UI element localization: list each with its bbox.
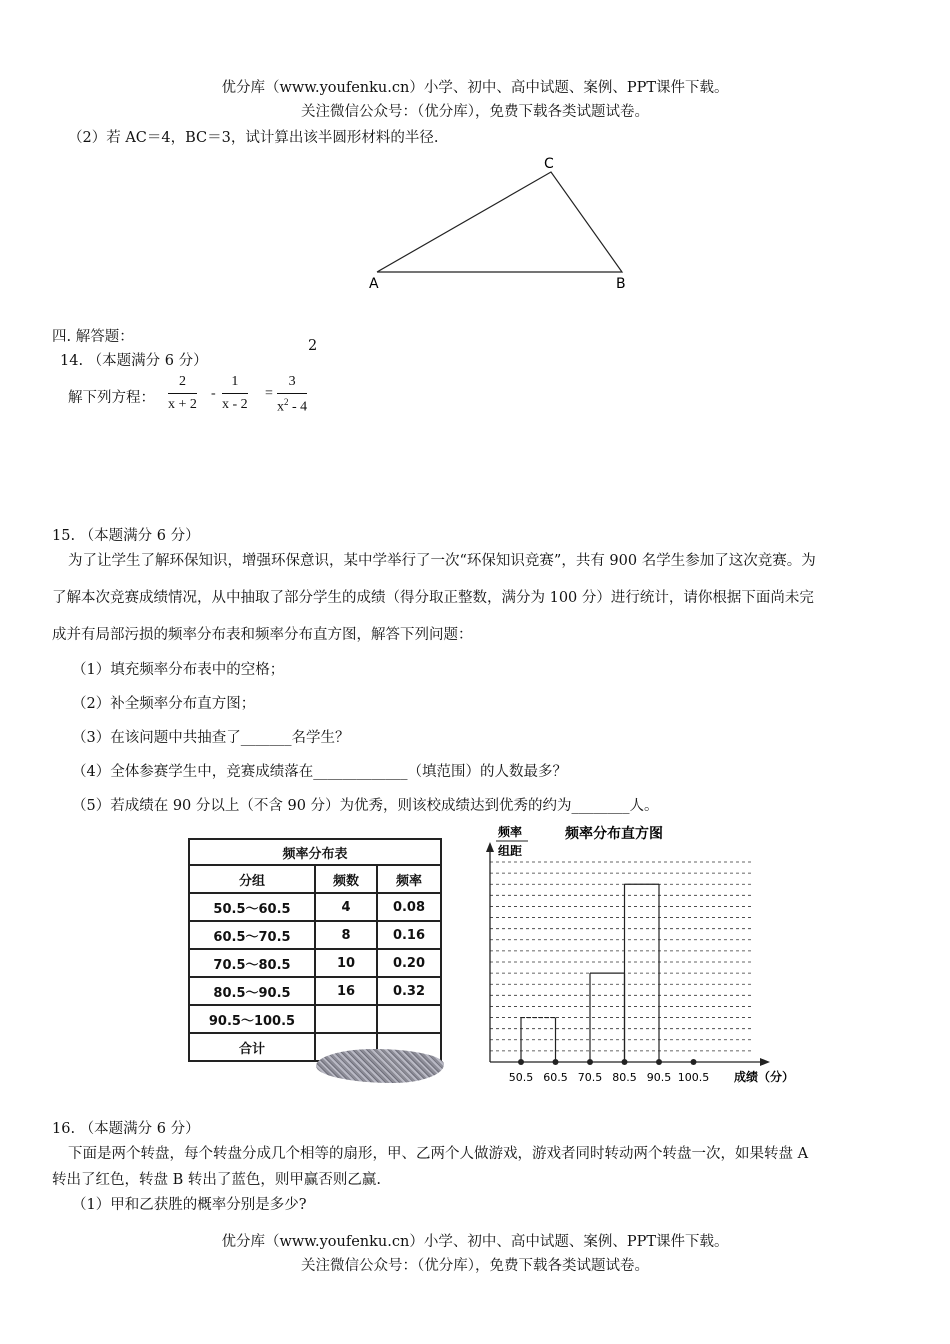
tick-label: 70.5 (577, 1071, 603, 1084)
footer-line-1: 优分库（www.youfenku.cn）小学、初中、高中试题、案例、PPT课件下载。 (221, 1234, 729, 1250)
tick-dot (553, 1059, 559, 1065)
fraction-3-denominator (277, 394, 307, 416)
table-row (189, 1005, 441, 1033)
cell-group: 90.5～100.5 (189, 1005, 315, 1033)
grid-lines (490, 862, 752, 1051)
fraction-1-numerator: 2 (168, 374, 197, 394)
triangle-figure (360, 150, 640, 295)
x-axis-arrow (760, 1058, 770, 1066)
cell-count (315, 1005, 377, 1033)
triangle-outline (377, 172, 622, 272)
cell-frequency: 0.16 (377, 921, 441, 949)
section-4-title: 四. 解答题： (52, 329, 134, 345)
cell-group: 合计 (189, 1033, 315, 1061)
table-row (189, 893, 441, 921)
tick-dot (587, 1059, 593, 1065)
q16-para-line-2: 转出了红色，转盘 B 转出了蓝色，则甲赢否则乙赢. (52, 1172, 381, 1188)
fraction-2-numerator: 1 (222, 374, 248, 394)
cell-frequency (377, 1005, 441, 1033)
q16-title: 16. （本题满分 6 分） (52, 1121, 200, 1137)
table-row (189, 949, 441, 977)
header-line-2: 关注微信公众号：（优分库），免费下载各类试题试卷。 (301, 104, 649, 120)
fraction-3 (277, 374, 307, 416)
histogram-bar (590, 973, 625, 1062)
header-group: 分组 (189, 865, 315, 893)
table-row (189, 921, 441, 949)
cell-group: 70.5～80.5 (189, 949, 315, 977)
header-count: 频数 (315, 865, 377, 893)
histogram-chart (470, 820, 810, 1090)
page-number: 2 (308, 338, 318, 354)
bars (521, 884, 659, 1062)
q15-item-5: （5）若成绩在 90 分以上（不含 90 分）为优秀，则该校成绩达到优秀的约为________人。 (72, 798, 659, 814)
q15-item-4: （4）全体参赛学生中，竞赛成绩落在_____________（填范围）的人数最多？ (72, 764, 567, 780)
cell-count: 8 (315, 921, 377, 949)
tick-dot (656, 1059, 662, 1065)
fraction-3-den-exponent: 2 (284, 397, 289, 407)
cell-count: 4 (315, 893, 377, 921)
xlabel: 成绩（分） (734, 1070, 795, 1084)
q15-para-line-1: 为了让学生了解环保知识，增强环保意识，某中学举行了一次“环保知识竞赛”，共有 900 名学生参加了这次竞赛。为 (68, 553, 816, 569)
fraction-3-numerator: 3 (277, 374, 307, 394)
fraction-2-denominator: x - 2 (222, 397, 248, 412)
fraction-1-denominator: x + 2 (168, 397, 197, 412)
cell-group: 60.5～70.5 (189, 921, 315, 949)
chart-title: 频率分布直方图 (565, 826, 663, 842)
cell-count: 16 (315, 977, 377, 1005)
tick-label: 90.5 (646, 1071, 672, 1084)
tick-dot (518, 1059, 524, 1065)
table-row (189, 977, 441, 1005)
frequency-table (188, 838, 442, 1062)
q15-item-3: （3）在该问题中共抽查了_______名学生？ (72, 730, 350, 746)
fraction-3-den-base: x (277, 399, 284, 415)
q15-para-line-3: 成并有局部污损的频率分布表和频率分布直方图，解答下列问题： (52, 627, 473, 643)
cell-frequency: 0.08 (377, 893, 441, 921)
q15-item-2: （2）补全频率分布直方图； (72, 696, 256, 712)
q14-prompt: 解下列方程： (68, 390, 155, 406)
table-caption: 频率分布表 (189, 839, 441, 865)
q16-para-line-1: 下面是两个转盘，每个转盘分成几个相等的扇形，甲、乙两个人做游戏，游戏者同时转动两个转盘一次，如果转盘 A (68, 1146, 809, 1162)
equals-sign: = (265, 386, 273, 401)
q16-item-1: （1）甲和乙获胜的概率分别是多少? (72, 1197, 307, 1213)
y-axis-arrow (486, 842, 494, 852)
cell-frequency: 0.20 (377, 949, 441, 977)
header-line-1: 优分库（www.youfenku.cn）小学、初中、高中试题、案例、PPT课件下载。 (221, 80, 729, 96)
label-c: C (544, 156, 554, 172)
q15-title: 15. （本题满分 6 分） (52, 528, 200, 544)
header-frequency: 频率 (377, 865, 441, 893)
q15-item-1: （1）填充频率分布表中的空格； (72, 662, 285, 678)
cell-group: 50.5～60.5 (189, 893, 315, 921)
footer-line-2: 关注微信公众号：（优分库），免费下载各类试题试卷。 (301, 1258, 649, 1274)
q14-title: 14. （本题满分 6 分） (60, 353, 208, 369)
fraction-1 (168, 374, 197, 413)
minus-sign: - (211, 386, 216, 401)
stain-smudge (316, 1049, 444, 1083)
q15-para-line-2: 了解本次竞赛成绩情况，从中抽取了部分学生的成绩（得分取正整数，满分为 100 分）进行统计，请你根据下面尚未完 (52, 590, 814, 606)
q13-part2-text: （2）若 AC＝4，BC＝3，试计算出该半圆形材料的半径. (68, 130, 439, 146)
tick-label: 50.5 (508, 1071, 534, 1084)
label-a: A (369, 276, 379, 292)
fraction-2 (222, 374, 248, 413)
tick-dot (622, 1059, 628, 1065)
ylabel-top: 频率 (498, 825, 523, 839)
ylabel-bottom: 组距 (498, 844, 523, 858)
tick-label: 60.5 (543, 1071, 568, 1084)
tick-label: 80.5 (612, 1071, 637, 1084)
x-ticks (509, 1059, 710, 1084)
cell-frequency: 0.32 (377, 977, 441, 1005)
cell-group: 80.5～90.5 (189, 977, 315, 1005)
cell-count: 10 (315, 949, 377, 977)
fraction-3-den-rest: - 4 (288, 399, 308, 415)
tick-dot (691, 1059, 697, 1065)
label-b: B (616, 276, 626, 292)
tick-label: 100.5 (677, 1071, 710, 1084)
